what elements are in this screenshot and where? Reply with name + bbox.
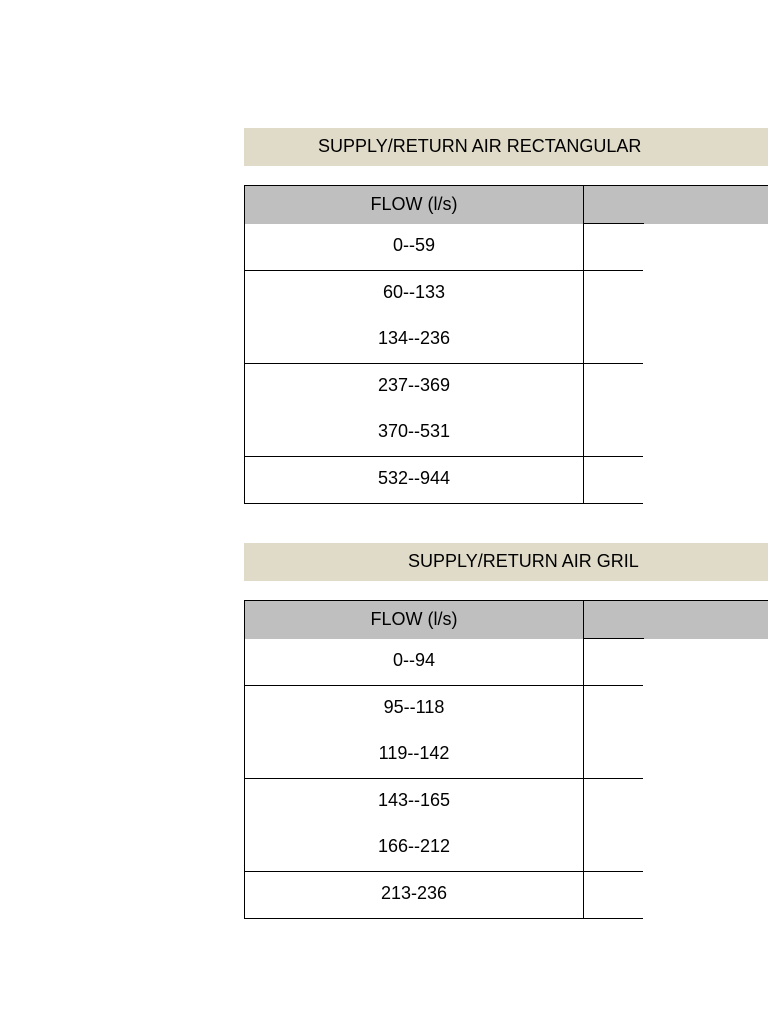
value-cell <box>584 732 643 779</box>
value-cell <box>584 639 643 686</box>
flow-cell: 0--94 <box>244 639 584 686</box>
table-row <box>244 639 768 686</box>
flow-table <box>244 600 768 918</box>
table-row <box>244 410 768 457</box>
section-title: SUPPLY/RETURN AIR GRIL <box>408 551 639 571</box>
section-title-clip <box>244 543 644 581</box>
table-row <box>244 364 768 411</box>
value-cell <box>584 779 643 826</box>
table-row <box>244 732 768 779</box>
second-column-header-edge <box>584 601 644 639</box>
section-title-bar <box>244 543 768 581</box>
value-cell <box>584 271 643 318</box>
table-row <box>244 224 768 271</box>
table-header-row <box>244 600 768 639</box>
table-row <box>244 457 768 504</box>
table-row <box>244 872 768 919</box>
table-row <box>244 779 768 826</box>
flow-column-header: FLOW (l/s) <box>244 185 584 225</box>
second-column-header <box>584 600 768 639</box>
table-row <box>244 317 768 364</box>
flow-cell: 119--142 <box>244 732 584 779</box>
flow-cell: 237--369 <box>244 364 584 411</box>
value-cell <box>584 317 643 364</box>
flow-cell: 143--165 <box>244 779 584 826</box>
flow-column-header: FLOW (l/s) <box>244 600 584 640</box>
table-row <box>244 825 768 872</box>
flow-cell: 213-236 <box>244 872 584 919</box>
section-title-bar <box>244 128 768 166</box>
section-title-clip <box>244 128 644 166</box>
flow-cell: 166--212 <box>244 825 584 872</box>
flow-cell: 532--944 <box>244 457 584 504</box>
second-column-header <box>584 185 768 224</box>
section-title: SUPPLY/RETURN AIR RECTANGULAR <box>318 136 642 156</box>
value-cell <box>584 825 643 872</box>
flow-cell: 0--59 <box>244 224 584 271</box>
flow-cell: 134--236 <box>244 317 584 364</box>
value-cell <box>584 457 643 504</box>
flow-cell: 370--531 <box>244 410 584 457</box>
table-row <box>244 686 768 733</box>
spreadsheet-page <box>244 0 768 1024</box>
flow-cell: 60--133 <box>244 271 584 318</box>
table-row <box>244 271 768 318</box>
value-cell <box>584 872 643 919</box>
value-cell <box>584 224 643 271</box>
table-header-row <box>244 185 768 224</box>
flow-cell: 95--118 <box>244 686 584 733</box>
value-cell <box>584 410 643 457</box>
value-cell <box>584 364 643 411</box>
value-cell <box>584 686 643 733</box>
flow-table <box>244 185 768 503</box>
second-column-header-edge <box>584 186 644 224</box>
